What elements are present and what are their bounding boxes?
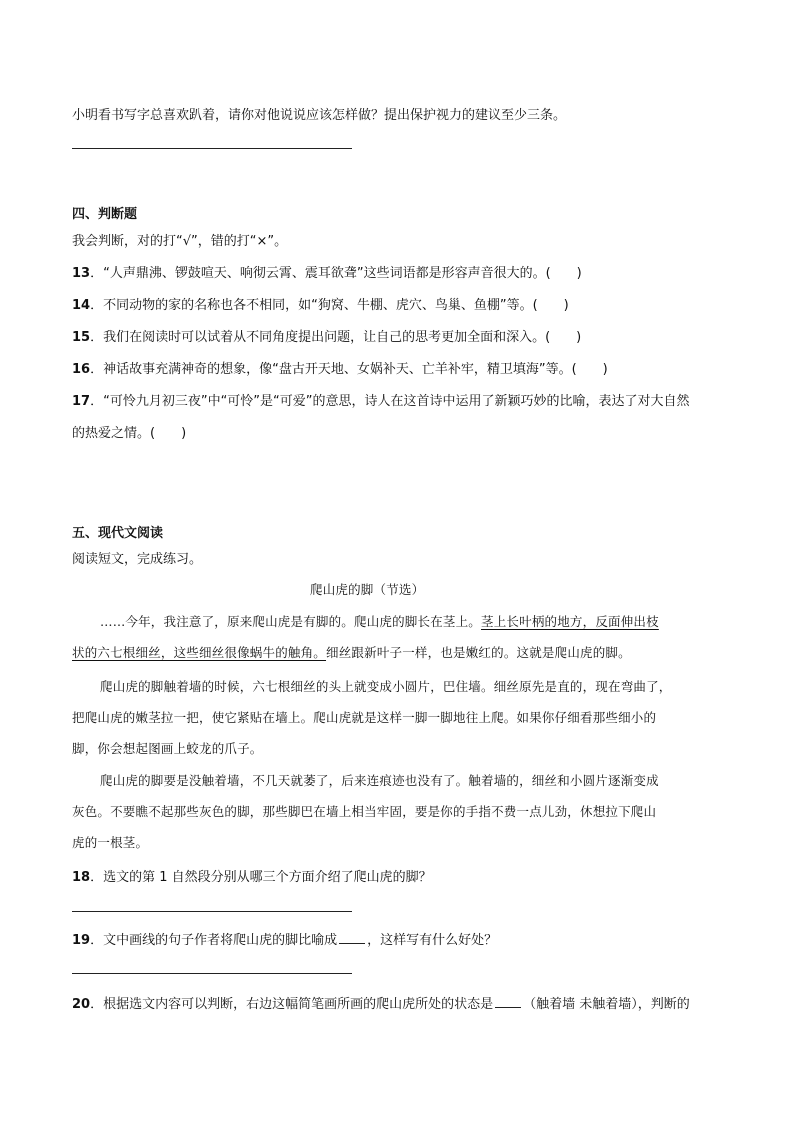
question-16	[72, 358, 608, 377]
passage-line: 爬山虎的脚触着墙的时候，六七根细丝的头上就变成小圆片，巴住墙。细丝原先是直的，现在弯曲了，	[100, 679, 672, 694]
question-text: ．“人声鼎沸、锣鼓喧天、响彻云霄、震耳欲聋”这些词语都是形容声音很大的。( )	[90, 266, 582, 281]
question-17	[72, 390, 690, 409]
question-17-continued: 的热爱之情。( )	[72, 426, 187, 441]
question-number: 20	[72, 997, 91, 1012]
passage-line: 把爬山虎的嫩茎拉一把，使它紧贴在墙上。爬山虎就是这样一脚一脚地往上爬。如果你仔细看那些细小的	[72, 710, 657, 725]
question-18	[72, 866, 432, 885]
question-13	[72, 262, 582, 281]
question-number: 14	[72, 298, 91, 313]
question-text: ．我们在阅读时可以试着从不同角度提出问题，让自己的思考更加全面和深入。( )	[90, 330, 582, 345]
question-number: 19	[72, 933, 91, 948]
section-instruction: 我会判断，对的打“√”，错的打“×”。	[72, 234, 288, 249]
answer-line	[72, 148, 352, 149]
question-number: 16	[72, 362, 91, 377]
question-14	[72, 294, 569, 313]
question-number: 13	[72, 266, 91, 281]
section-instruction: 阅读短文，完成练习。	[72, 552, 203, 567]
fill-blank[interactable]	[339, 931, 365, 944]
question-20: 20．根据选文内容可以判断，右边这幅简笔画所画的爬山虎所处的状态是 （触着墙 未触着墙），判断的	[72, 997, 690, 1012]
question-19: 19．文中画线的句子作者将爬山虎的脚比喻成 ，这样写有什么好处？	[72, 933, 498, 948]
passage-line: 脚，你会想起图画上蛟龙的爪子。	[72, 741, 263, 756]
section-title-judgement: 四、判断题	[72, 207, 138, 222]
question-text: ．不同动物的家的名称也各不相同，如“狗窝、牛棚、虎穴、鸟巢、鱼棚”等。( )	[90, 298, 569, 313]
passage-line: 爬山虎的脚要是没触着墙，不几天就萎了，后来连痕迹也没有了。触着墙的，细丝和小圆片逐渐变成	[100, 773, 659, 788]
intro-question: 小明看书写字总喜欢趴着，请你对他说说应该怎样做？提出保护视力的建议至少三条。	[72, 108, 567, 123]
question-15	[72, 326, 581, 345]
section-title-reading: 五、现代文阅读	[72, 526, 164, 541]
passage-line: 虎的一根茎。	[72, 835, 149, 850]
passage-line: 灰色。不要瞧不起那些灰色的脚，那些脚巴在墙上相当牢固，要是你的手指不费一点儿劲，休想拉下爬山	[72, 804, 657, 819]
passage-line: ……今年，我注意了，原来爬山虎是有脚的。爬山虎的脚长在茎上。茎上长叶柄的地方，反面伸出枝	[100, 614, 659, 629]
question-text: ．神话故事充满神奇的想象，像“盘古开天地、女娲补天、亡羊补牢，精卫填海”等。( )	[90, 362, 608, 377]
fill-blank[interactable]	[495, 995, 521, 1008]
answer-line	[72, 973, 352, 974]
passage-title: 爬山虎的脚（节选）	[310, 582, 425, 597]
question-text: ．选文的第 1 自然段分别从哪三个方面介绍了爬山虎的脚？	[90, 870, 432, 885]
answer-line	[72, 911, 352, 912]
underlined-sentence: 状的六七根细丝，这些细丝很像蜗牛的触角。	[72, 645, 327, 660]
question-number: 17	[72, 394, 91, 409]
question-number: 18	[72, 870, 91, 885]
underlined-sentence: 茎上长叶柄的地方，反面伸出枝	[481, 614, 659, 629]
passage-line: 状的六七根细丝，这些细丝很像蜗牛的触角。细丝跟新叶子一样，也是嫩红的。这就是爬山虎的脚。	[72, 645, 631, 660]
question-number: 15	[72, 330, 91, 345]
question-text: ．“可怜九月初三夜”中“可怜”是“可爱”的意思，诗人在这首诗中运用了新颖巧妙的比喻，表达了对大自然	[90, 394, 690, 409]
